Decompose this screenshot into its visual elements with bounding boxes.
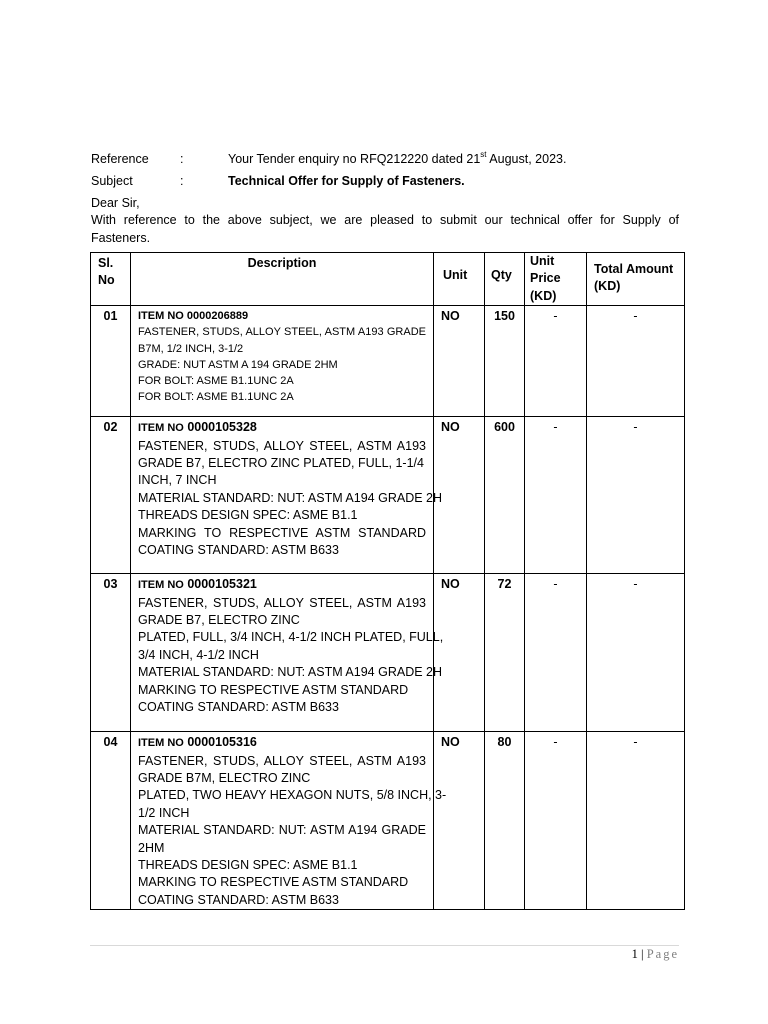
letter-body-line-2: Fasteners. (91, 231, 151, 245)
row-unit: NO (434, 306, 485, 417)
reference-text-date: August, 2023. (486, 152, 567, 166)
item-code: 0000105321 (187, 577, 257, 592)
description-line: FASTENER, STUDS, ALLOY STEEL, ASTM A193 (138, 753, 426, 768)
subject-text-bold: Technical Offer for Supply of Fasteners. (228, 174, 465, 188)
description-line: THREADS DESIGN SPEC: ASME B1.1 (138, 858, 358, 873)
header-sl-line1: Sl. (98, 256, 114, 270)
page-word: Page (646, 947, 679, 961)
description-line: INCH, 7 INCH (138, 473, 217, 488)
row-description (131, 306, 434, 417)
description-line: MARKING TO RESPECTIVE ASTM STANDARD (138, 525, 426, 540)
row-description (131, 732, 447, 910)
description-line: FOR BOLT: ASME B1.1UNC 2A (138, 391, 294, 404)
row-total-amount: - (587, 306, 685, 417)
row-qty: 80 (485, 732, 525, 910)
reference-label: Reference (91, 152, 149, 166)
item-code: 0000105316 (187, 735, 257, 750)
description-line: MATERIAL STANDARD: NUT: ASTM A194 GRADE 2H (138, 665, 443, 680)
description-line: MATERIAL STANDARD: NUT: ASTM A194 GRADE 2H (138, 490, 443, 505)
salutation: Dear Sir, (91, 196, 140, 210)
row-sl-no: 01 (91, 306, 131, 417)
row-total-amount: - (587, 417, 685, 574)
item-prefix: ITEM NO (138, 422, 184, 435)
page-number-footer (632, 947, 679, 962)
row-unit-price: - (525, 306, 587, 417)
header-total-amount (587, 253, 685, 306)
page-number: 1 (631, 947, 638, 961)
row-unit-price: - (525, 732, 587, 910)
header-total-line2: (KD) (594, 279, 621, 294)
footer-divider (90, 945, 679, 946)
table-row (91, 732, 685, 910)
description-line: MARKING TO RESPECTIVE ASTM STANDARD (138, 875, 409, 890)
header-sl-no (91, 253, 131, 306)
header-total-line1: Total Amount (594, 262, 674, 276)
header-qty: Qty (485, 253, 525, 306)
item-number (138, 576, 426, 594)
header-unit-price (525, 253, 587, 306)
header-price-line2: Price (530, 271, 561, 286)
table-row (91, 417, 685, 574)
row-qty: 150 (485, 306, 525, 417)
description-line: 1/2 INCH (138, 805, 190, 820)
description-line: FASTENER, STUDS, ALLOY STEEL, ASTM A193 (138, 438, 426, 453)
item-number (138, 308, 426, 324)
reference-text (228, 151, 566, 167)
reference-colon: : (180, 152, 184, 166)
row-description (131, 574, 444, 732)
letter-body-line-1: With reference to the above subject, we are pleased to submit our technical offer for Supply of (91, 213, 679, 227)
offer-table (90, 252, 685, 910)
item-number (138, 734, 426, 752)
description-line: GRADE B7, ELECTRO ZINC (138, 613, 300, 628)
item-code: 0000105328 (187, 420, 257, 435)
row-description (131, 417, 443, 574)
row-unit-price: - (525, 574, 587, 732)
row-sl-no: 02 (91, 417, 131, 574)
subject-text (228, 173, 465, 189)
row-unit-price: - (525, 417, 587, 574)
reference-ordinal-suffix: st (480, 149, 487, 159)
table-row (91, 574, 685, 732)
table-row (91, 306, 685, 417)
header-price-line1: Unit (530, 254, 555, 268)
header-price-line3: (KD) (530, 288, 557, 303)
row-sl-no: 04 (91, 732, 131, 910)
description-line: COATING STANDARD: ASTM B633 (138, 543, 339, 558)
description-line: GRADE B7M, ELECTRO ZINC (138, 771, 311, 786)
subject-label: Subject (91, 174, 133, 188)
row-sl-no: 03 (91, 574, 131, 732)
description-line: COATING STANDARD: ASTM B633 (138, 700, 339, 715)
header-description: Description (131, 253, 434, 306)
description-line: MATERIAL STANDARD: NUT: ASTM A194 GRADE (138, 823, 426, 838)
description-line: FOR BOLT: ASME B1.1UNC 2A (138, 375, 294, 388)
row-unit: NO (434, 417, 485, 574)
description-line: THREADS DESIGN SPEC: ASME B1.1 (138, 508, 358, 523)
item-number (138, 419, 426, 437)
row-qty: 72 (485, 574, 525, 732)
header-sl-line2: No (98, 273, 115, 288)
description-line: GRADE: NUT ASTM A 194 GRADE 2HM (138, 358, 338, 371)
subject-colon: : (180, 174, 184, 188)
item-prefix: ITEM NO (138, 310, 184, 323)
page-separator: | (641, 947, 644, 961)
description-line: B7M, 1/2 INCH, 3-1/2 (138, 342, 244, 355)
description-line: 2HM (138, 840, 165, 855)
description-line: PLATED, TWO HEAVY HEXAGON NUTS, 5/8 INCH, 3- (138, 788, 447, 803)
reference-text-main: Your Tender enquiry no RFQ212220 dated 21 (228, 152, 481, 166)
item-prefix: ITEM NO (138, 737, 184, 750)
row-total-amount: - (587, 574, 685, 732)
description-line: PLATED, FULL, 3/4 INCH, 4-1/2 INCH PLATED, FULL, (138, 630, 444, 645)
description-line: COATING STANDARD: ASTM B633 (138, 892, 339, 907)
header-unit: Unit (434, 253, 485, 306)
row-total-amount: - (587, 732, 685, 910)
item-prefix: ITEM NO (138, 579, 184, 592)
description-line: GRADE B7, ELECTRO ZINC PLATED, FULL, 1-1/4 (138, 456, 424, 471)
description-line: 3/4 INCH, 4-1/2 INCH (138, 647, 259, 662)
table-header-row (91, 253, 685, 306)
row-unit: NO (434, 732, 485, 910)
description-line: MARKING TO RESPECTIVE ASTM STANDARD (138, 682, 409, 697)
row-qty: 600 (485, 417, 525, 574)
item-code: 0000206889 (186, 310, 249, 323)
letter-body (91, 211, 679, 247)
row-unit: NO (434, 574, 485, 732)
description-line: FASTENER, STUDS, ALLOY STEEL, ASTM A193 GRADE (138, 326, 426, 339)
description-line: FASTENER, STUDS, ALLOY STEEL, ASTM A193 (138, 595, 426, 610)
